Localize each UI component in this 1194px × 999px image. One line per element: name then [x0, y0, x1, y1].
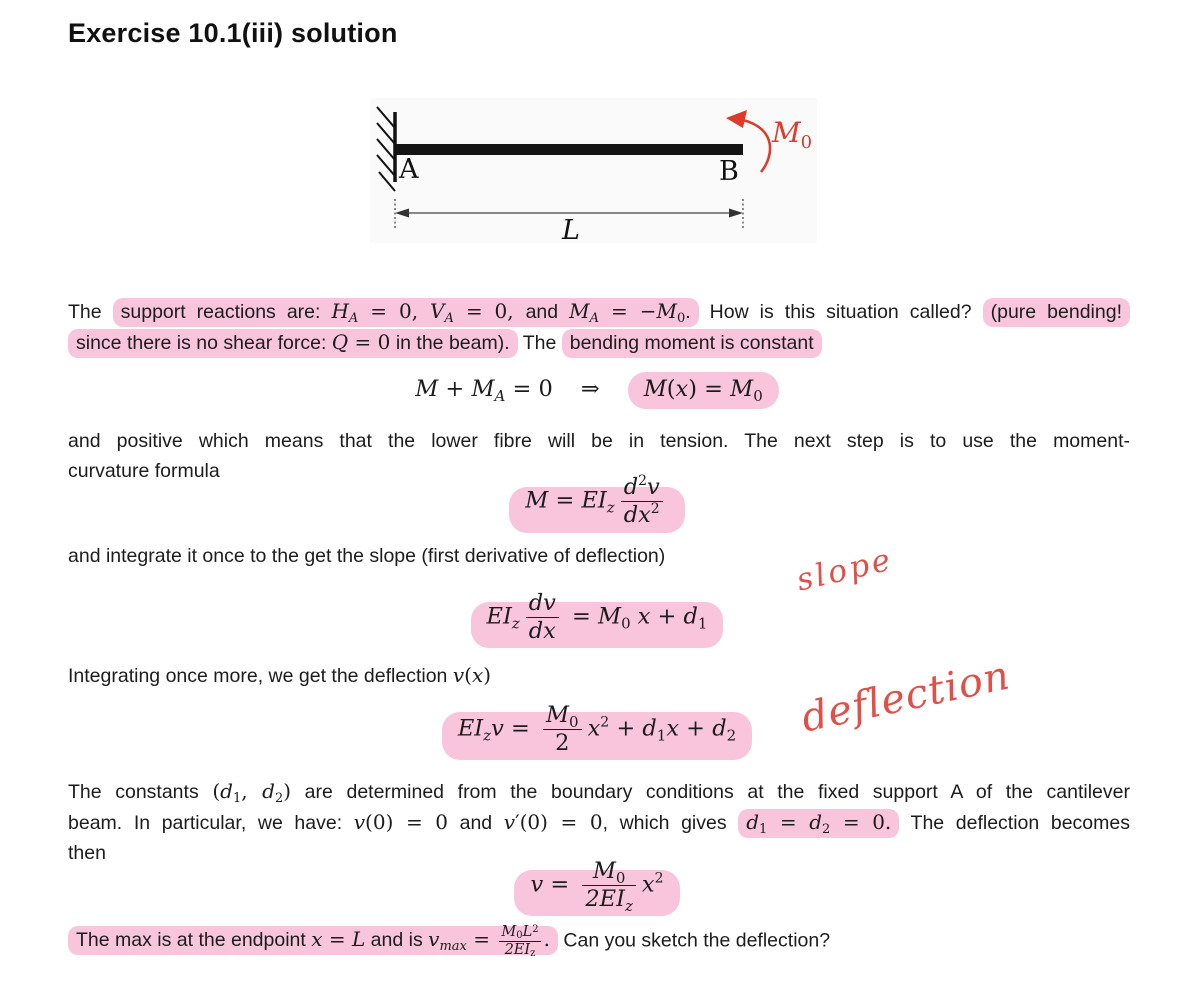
highlight-pure-bending: (pure bending! — [983, 298, 1130, 327]
fraction — [526, 590, 559, 645]
text-run: curvature formula — [68, 460, 220, 482]
highlight-max-deflection — [68, 924, 558, 959]
math-run: = — [548, 487, 582, 514]
moment-arrowhead-icon — [726, 110, 747, 128]
math-var: L — [522, 924, 533, 940]
math-run: = — [543, 871, 577, 898]
math-paren: ( — [464, 663, 472, 687]
math-var: d — [809, 810, 823, 834]
math-sup: 2 — [654, 870, 664, 887]
math-sub: 1 — [759, 822, 768, 837]
math-op: + — [609, 715, 643, 742]
math-sub: 0 — [621, 614, 631, 633]
math-sub: 0 — [676, 311, 686, 326]
support-label-a: A — [399, 154, 419, 185]
equation-deflection-final — [0, 858, 1194, 913]
text-line — [68, 924, 1130, 958]
fraction-denominator — [499, 941, 540, 959]
highlight-equation-final — [514, 858, 679, 913]
math-var: v — [491, 715, 504, 742]
fraction-denominator — [621, 501, 663, 529]
equation-line — [415, 372, 779, 409]
math-sub: 2 — [822, 822, 831, 837]
math-sub: z — [530, 947, 536, 959]
math-var: M — [656, 299, 677, 323]
math-sub: A — [444, 311, 454, 326]
math-var: Q — [331, 330, 349, 354]
math-var: d — [220, 779, 233, 803]
fraction — [621, 474, 663, 529]
paragraph-max-deflection — [68, 924, 1130, 958]
math-sub: 1 — [656, 726, 667, 745]
text-run: in the beam). — [390, 332, 510, 354]
length-label: L — [562, 215, 580, 243]
handwritten-annotation-deflection: deflection — [797, 652, 1015, 742]
math-sup: 2 — [532, 924, 539, 935]
math-sup: 2 — [600, 714, 610, 731]
highlight-equation-deflection — [442, 702, 752, 757]
highlight-equation-slope — [471, 590, 724, 645]
fixed-support-hatching — [377, 107, 395, 191]
math-var: d — [642, 715, 657, 742]
math-var: v — [428, 927, 440, 952]
highlight-no-shear — [68, 329, 518, 358]
math-sub: 0 — [569, 713, 579, 731]
paragraph-integrate-once — [68, 541, 1130, 571]
end-label-b: B — [719, 156, 739, 187]
fraction — [543, 702, 582, 757]
text-run: Can you sketch the deflection? — [557, 929, 831, 952]
math-sub: z — [483, 726, 492, 745]
math-sub: 0 — [615, 869, 626, 887]
text-run: How is this situation called? — [698, 301, 983, 323]
text-run: The constants — [68, 781, 213, 803]
text-line — [68, 296, 1130, 327]
math-var: v — [353, 810, 366, 834]
math-var: x — [675, 376, 689, 402]
math-sub: z — [511, 614, 520, 633]
math-run: = 0 — [348, 330, 391, 354]
math-run: (0) = 0 — [365, 810, 448, 834]
text-run: The max is at the endpoint — [76, 929, 312, 952]
fraction-denominator — [582, 885, 636, 913]
highlight-support-reactions — [113, 298, 699, 327]
math-sub: A — [494, 387, 506, 405]
math-var: v — [452, 663, 465, 687]
math-run: = − — [599, 299, 657, 323]
math-var: M — [598, 603, 622, 630]
math-var: x — [587, 715, 601, 742]
dimension-arrow-left-icon — [395, 209, 409, 218]
math-run: , — [241, 779, 263, 803]
fraction-numerator — [543, 702, 582, 729]
math-paren: ( — [212, 779, 221, 803]
text-run: beam. In particular, we have: — [68, 812, 354, 834]
math-sub: 1 — [697, 614, 708, 633]
text-run: since there is no shear force: — [76, 332, 332, 354]
math-var: M — [415, 376, 439, 402]
math-run: = 0. — [830, 810, 892, 834]
math-sub: max — [439, 939, 467, 955]
text-run: then — [68, 842, 106, 864]
math-var: M — [471, 376, 495, 402]
text-run: and — [525, 301, 570, 323]
math-var: M — [643, 376, 667, 402]
text-run: and integrate it once to the get the slope (first derivative of deflection) — [68, 545, 666, 567]
text-run: Integrating once more, we get the deflection — [68, 665, 453, 687]
beam — [395, 144, 743, 155]
text-run: and — [447, 812, 504, 834]
math-op: + — [679, 715, 713, 742]
math-var: M — [569, 299, 590, 323]
paragraph-boundary-conditions — [68, 776, 1130, 868]
highlight-equation-moment — [628, 372, 779, 409]
math-var: 2EI — [585, 886, 625, 912]
math-run: = — [767, 810, 810, 834]
equation-deflection-general — [0, 702, 1194, 757]
text-line — [68, 776, 1130, 807]
math-paren: ( — [666, 376, 676, 402]
math-var: dx — [623, 502, 651, 528]
highlight-equation-curvature — [509, 474, 684, 529]
math-var: x — [637, 603, 651, 630]
math-paren: ) — [688, 376, 697, 402]
small-fraction — [499, 924, 540, 958]
paragraph-support-reactions — [68, 296, 1130, 358]
math-var: EI — [581, 487, 607, 514]
equation-slope — [0, 590, 1194, 645]
math-sub: z — [606, 498, 615, 517]
math-paren: ) — [283, 779, 292, 803]
math-var: M — [592, 858, 616, 884]
math-sup: 2 — [650, 501, 660, 517]
moment-label: $M_0$ — [772, 116, 813, 153]
fraction — [582, 858, 636, 913]
math-var: H — [331, 299, 349, 323]
math-run: = 0 — [505, 376, 553, 402]
math-run: = — [503, 715, 537, 742]
math-var: x — [311, 927, 323, 952]
fraction-denominator: 2 — [543, 729, 582, 757]
moment-arrow-icon — [743, 120, 770, 172]
math-var: M — [545, 702, 570, 728]
equation-moment-balance — [0, 372, 1194, 409]
math-prime: ′ — [515, 810, 520, 834]
math-run: = 0, — [453, 299, 526, 323]
math-var: v — [647, 474, 660, 500]
beam-diagram-svg — [370, 98, 817, 243]
math-var: x — [641, 871, 655, 898]
text-run: The — [517, 332, 562, 354]
math-var: v — [503, 810, 516, 834]
text-run: support reactions are: — [120, 301, 332, 323]
math-run: . — [543, 927, 550, 952]
text-line — [68, 327, 1130, 358]
handwritten-annotation-slope: slope — [793, 541, 897, 599]
math-paren: ) — [483, 663, 492, 687]
fraction-numerator — [582, 858, 636, 885]
text-run: The deflection becomes — [899, 812, 1130, 834]
math-run: = 0, — [358, 299, 431, 323]
equation-moment-curvature — [0, 474, 1194, 529]
math-var: L — [351, 927, 366, 952]
math-var: M — [501, 924, 517, 940]
text-line — [68, 807, 1130, 838]
math-var: d — [712, 715, 727, 742]
fraction-numerator — [499, 924, 540, 941]
text-run: and positive which means that the lower fibre will be in tension. The next step is to use the moment- — [68, 430, 1130, 452]
math-var: EI — [486, 603, 512, 630]
math-sub: A — [348, 311, 359, 326]
math-var: V — [430, 299, 445, 323]
text-line — [68, 426, 1130, 456]
math-var: M — [730, 376, 754, 402]
math-sup: 2 — [638, 473, 648, 489]
math-var: d — [683, 603, 698, 630]
page-title: Exercise 10.1(iii) solution — [68, 18, 398, 48]
math-var: M — [525, 487, 549, 514]
math-var: d — [746, 810, 760, 834]
math-var: x — [666, 715, 680, 742]
dimension-arrow-right-icon — [729, 209, 743, 218]
math-var: EI — [457, 715, 484, 742]
math-sub: 2 — [726, 726, 737, 745]
math-run: = — [466, 927, 497, 952]
math-op: + — [438, 376, 472, 402]
math-var: d — [623, 474, 639, 500]
math-var: 2EI — [504, 941, 531, 958]
fraction-numerator — [621, 474, 663, 501]
highlight-constant-moment: bending moment is constant — [562, 329, 822, 358]
text-run: , which gives — [602, 812, 739, 834]
math-var: x — [471, 663, 484, 687]
beam-diagram — [370, 98, 817, 243]
math-var: d — [262, 779, 275, 803]
math-run: = — [697, 376, 731, 402]
text-run: The — [68, 301, 113, 323]
math-run: = — [564, 603, 599, 630]
highlight-constants-zero — [738, 809, 899, 838]
math-sub: z — [625, 897, 633, 915]
fraction-numerator: dv — [528, 590, 556, 616]
text-run: . — [685, 301, 691, 323]
math-op: + — [650, 603, 684, 630]
math-run: (0) = 0 — [519, 810, 603, 834]
math-sub: 0 — [516, 930, 523, 941]
math-run: = — [322, 927, 352, 952]
fraction-denominator: dx — [526, 617, 559, 645]
text-line — [68, 541, 1130, 571]
math-sub: 1 — [232, 791, 242, 806]
text-run: are determined from the boundary conditions at the fixed support A of the cantilever — [291, 781, 1130, 803]
implies-arrow-icon: ⇒ — [580, 376, 600, 402]
text-run: and is — [365, 929, 429, 952]
math-sub: A — [589, 311, 600, 326]
math-sub: 2 — [274, 791, 284, 806]
math-var: v — [530, 871, 544, 898]
math-sub: 0 — [753, 387, 763, 405]
